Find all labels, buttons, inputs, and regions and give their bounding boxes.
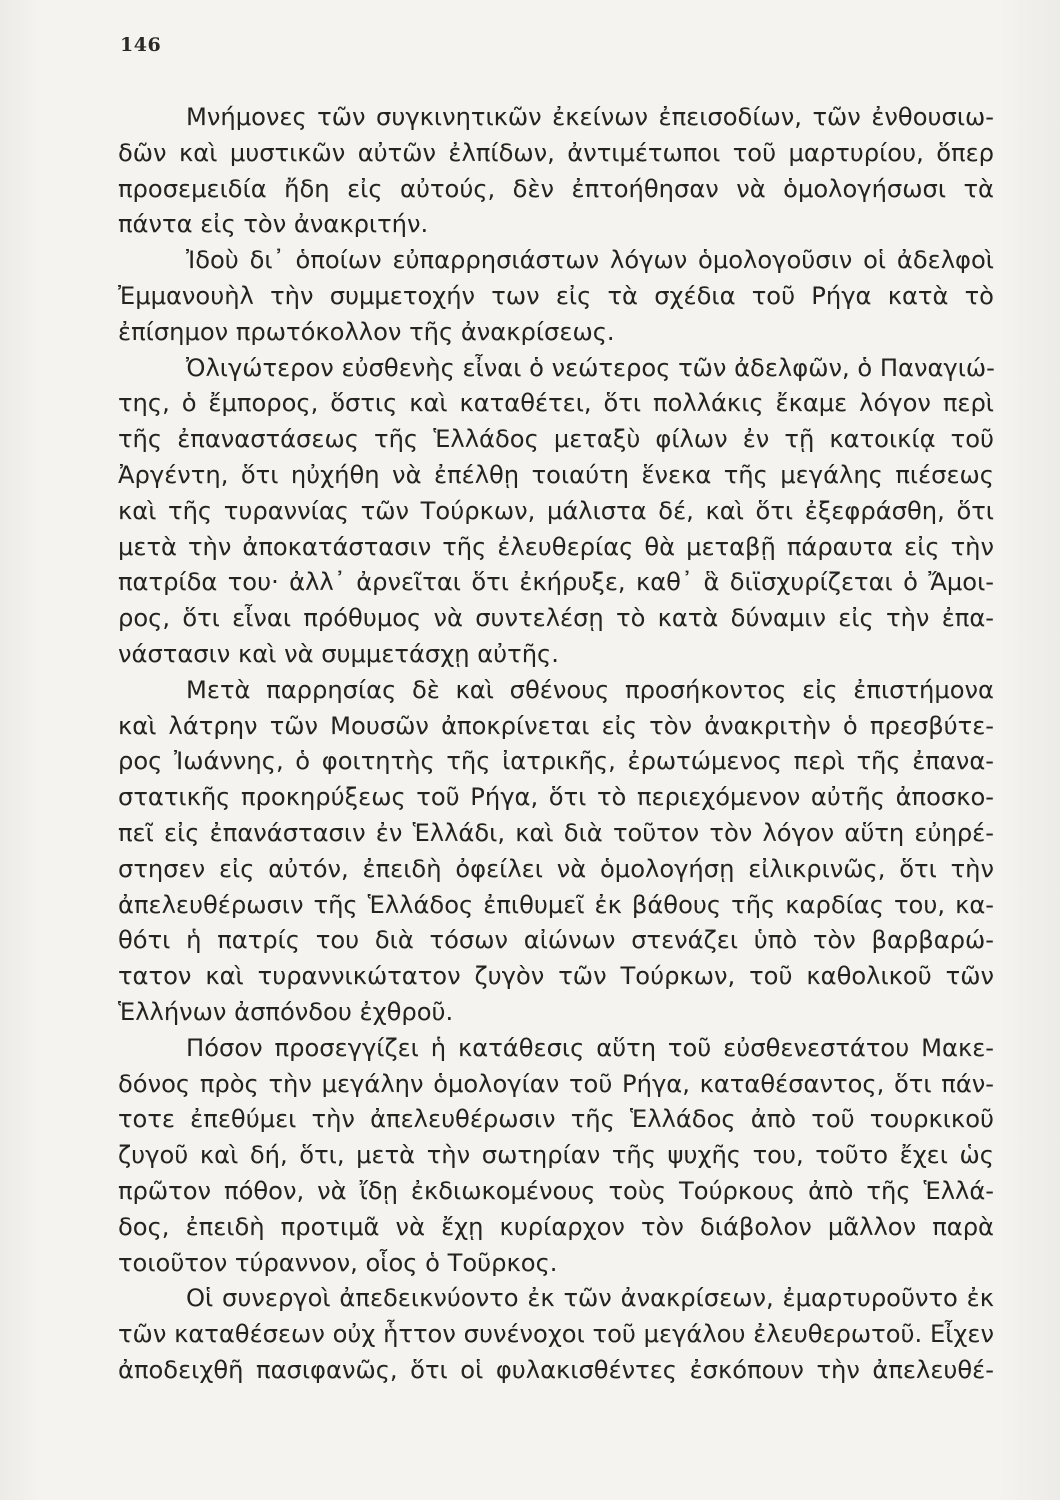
text-line: ἐπίσημον πρωτόκολλον τῆς ἀνακρίσεως. [118, 317, 615, 346]
text-line: Ἐμμανουὴλ τὴν συμμετοχήν των εἰς τὰ σχέδια τοῦ Ρήγα κατὰ τὸ [118, 281, 994, 310]
text-line: Πόσον προσεγγίζει ἡ κατάθεσις αὕτη τοῦ εὐσθενεστάτου Μακε- [186, 1033, 994, 1062]
text-line: Ἰδοὺ δι᾽ ὁποίων εὐπαρρησιάστων λόγων ὁμολογοῦσιν οἱ ἀδελφοὶ [186, 246, 994, 275]
text-line: τῆς ἐπαναστάσεως τῆς Ἑλλάδος μεταξὺ φίλων ἐν τῇ κατοικίᾳ τοῦ [118, 425, 994, 454]
text-line: καὶ λάτρην τῶν Μουσῶν ἀποκρίνεται εἰς τὸν ἀνακριτὴν ὁ πρεσβύτε- [118, 711, 994, 740]
paragraph-3 [118, 351, 994, 673]
text-line: τῶν καταθέσεων οὐχ ἧττον συνένοχοι τοῦ μεγάλου ἐλευθερωτοῦ. Εἶχεν [118, 1320, 994, 1349]
text-line: Οἱ συνεργοὶ ἀπεδεικνύοντο ἐκ τῶν ἀνακρίσεων, ἐμαρτυροῦντο ἐκ [186, 1284, 994, 1313]
text-line: θότι ἡ πατρίς του διὰ τόσων αἰώνων στενάζει ὑπὸ τὸν βαρβαρώ- [118, 926, 994, 955]
text-line: στησεν εἰς αὐτόν, ἐπειδὴ ὀφείλει νὰ ὁμολογήσῃ εἰλικρινῶς, ὅτι τὴν [118, 854, 994, 883]
text-line: δῶν καὶ μυστικῶν αὐτῶν ἐλπίδων, ἀντιμέτωποι τοῦ μαρτυρίου, ὅπερ [118, 138, 994, 167]
paragraph-2 [118, 243, 994, 350]
text-line: μετὰ τὴν ἀποκατάστασιν τῆς ἐλευθερίας θὰ μεταβῇ πάραυτα εἰς τὴν [118, 532, 994, 561]
text-line: προσεμειδία ἤδη εἰς αὐτούς, δὲν ἐπτοήθησαν νὰ ὁμολογήσωσι τὰ [118, 174, 994, 203]
text-line: Μετὰ παρρησίας δὲ καὶ σθένους προσήκοντος εἰς ἐπιστήμονα [186, 675, 994, 704]
text-line: ζυγοῦ καὶ δή, ὅτι, μετὰ τὴν σωτηρίαν τῆς ψυχῆς του, τοῦτο ἔχει ὡς [118, 1141, 994, 1170]
text-line: στατικῆς προκηρύξεως τοῦ Ρήγα, ὅτι τὸ περιεχόμενον αὐτῆς ἀποσκο- [118, 783, 994, 812]
paragraph-1 [118, 100, 994, 243]
body-text [118, 100, 994, 1389]
text-line: Ὀλιγώτερον εὐσθενὴς εἶναι ὁ νεώτερος τῶν ἀδελφῶν, ὁ Παναγιώ- [186, 353, 995, 382]
text-line: της, ὁ ἔμπορος, ὅστις καὶ καταθέτει, ὅτι πολλάκις ἔκαμε λόγον περὶ [118, 389, 994, 418]
text-line: πεῖ εἰς ἐπανάστασιν ἐν Ἑλλάδι, καὶ διὰ τοῦτον τὸν λόγον αὕτη εὐηρέ- [118, 818, 994, 847]
paragraph-5 [118, 1031, 994, 1282]
text-line: Μνήμονες τῶν συγκινητικῶν ἐκείνων ἐπεισοδίων, τῶν ἐνθουσιω- [186, 103, 994, 131]
text-line: Ἑλλήνων ἀσπόνδου ἐχθροῦ. [118, 997, 454, 1026]
text-line: καὶ τῆς τυραννίας τῶν Τούρκων, μάλιστα δέ, καὶ ὅτι ἐξεφράσθη, ὅτι [118, 496, 994, 525]
text-line: δόνος πρὸς τὴν μεγάλην ὁμολογίαν τοῦ Ρήγα, καταθέσαντος, ὅτι πάν- [118, 1069, 994, 1098]
text-line: δος, ἐπειδὴ προτιμᾶ νὰ ἔχῃ κυρίαρχον τὸν διάβολον μᾶλλον παρὰ [118, 1212, 994, 1241]
text-line: νάστασιν καὶ νὰ συμμετάσχῃ αὐτῆς. [118, 639, 559, 668]
paragraph-4 [118, 673, 994, 1031]
text-line: τοτε ἐπεθύμει τὴν ἀπελευθέρωσιν τῆς Ἑλλάδος ἀπὸ τοῦ τουρκικοῦ [118, 1105, 994, 1134]
text-line: πάντα εἰς τὸν ἀνακριτήν. [118, 210, 429, 239]
text-line: τατον καὶ τυραννικώτατον ζυγὸν τῶν Τούρκων, τοῦ καθολικοῦ τῶν [118, 962, 994, 991]
text-line: πατρίδα του· ἀλλ᾽ ἀρνεῖται ὅτι ἐκήρυξε, καθ᾽ ἃ διϊσχυρίζεται ὁ Ἄμοι- [118, 568, 994, 597]
text-line: τοιοῦτον τύραννον, οἷος ὁ Τοῦρκος. [118, 1248, 558, 1277]
text-line: ἀποδειχθῆ πασιφανῶς, ὅτι οἱ φυλακισθέντες ἐσκόπουν τὴν ἀπελευθέ- [118, 1355, 994, 1384]
paragraph-6 [118, 1281, 994, 1388]
page-number: 146 [120, 34, 162, 56]
text-line: Ἀργέντη, ὅτι ηὐχήθη νὰ ἐπέλθῃ τοιαύτη ἕνεκα τῆς μεγάλης πιέσεως [118, 460, 994, 489]
text-line: ἀπελευθέρωσιν τῆς Ἑλλάδος ἐπιθυμεῖ ἐκ βάθους τῆς καρδίας του, κα- [118, 890, 994, 919]
text-line: πρῶτον πόθον, νὰ ἴδῃ ἐκδιωκομένους τοὺς Τούρκους ἀπὸ τῆς Ἑλλά- [118, 1176, 994, 1205]
text-line: ρος, ὅτι εἶναι πρόθυμος νὰ συντελέσῃ τὸ κατὰ δύναμιν εἰς τὴν ἐπα- [118, 604, 994, 633]
text-line: ρος Ἰωάννης, ὁ φοιτητὴς τῆς ἰατρικῆς, ἐρωτώμενος περὶ τῆς ἐπανα- [118, 747, 994, 776]
